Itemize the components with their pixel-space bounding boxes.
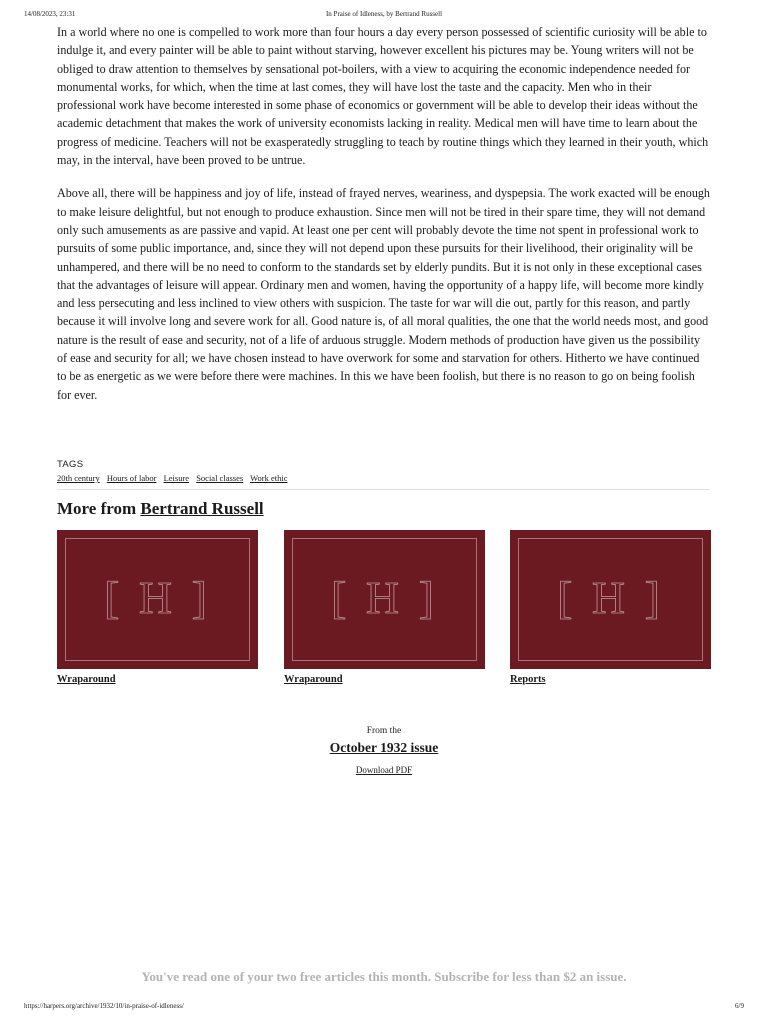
print-url: https://harpers.org/archive/1932/10/in-praise-of-idleness/ [24, 1002, 184, 1010]
tags-label: TAGS [57, 459, 84, 470]
card-label[interactable]: Reports [510, 674, 546, 685]
article-paragraph: In a world where no one is compelled to work more than four hours a day every person possessed of scientific curiosity will be able to indulge it, and every painter will be able to paint without starving, however excellent his pictures may be. Young writers will not be obliged to draw attention to themselves by sensational pot-boilers, with a view to acquiring the economic independence needed for monumental works, for which, when the time at last comes, they will have lost the taste and the capacity. Men who in their professional work have become interested in some phase of economics or government will be able to develop their ideas without the academic detachment that makes the work of university economists lacking in reality. Medical men will have time to learn about the progress of medicine. Teachers will not be exasperatedly struggling to teach by routine things which they learned in their youth, which may, in the interval, have been proved to be untrue. [57, 25, 709, 168]
from-the-label: From the [366, 726, 402, 736]
print-datetime: 14/08/2023, 23:31 [24, 10, 76, 18]
article-body [57, 23, 710, 419]
print-page-title: In Praise of Idleness, by Bertrand Russell [325, 10, 443, 18]
section-divider [57, 489, 710, 490]
card-label[interactable]: Wraparound [284, 674, 343, 685]
tag-link[interactable]: Hours of labor [106, 473, 157, 483]
card-label[interactable]: Wraparound [57, 674, 116, 685]
more-from-heading [57, 499, 264, 519]
more-from-prefix: More from [57, 499, 137, 518]
download-pdf-link[interactable]: Download PDF [355, 765, 413, 775]
issue-info [0, 726, 768, 775]
related-card[interactable] [510, 530, 711, 685]
tag-link[interactable]: Leisure [163, 473, 190, 483]
related-card[interactable] [284, 530, 485, 685]
issue-link[interactable]: October 1932 issue [329, 740, 439, 755]
card-thumbnail[interactable] [510, 530, 711, 669]
harpers-logo-mark: [ H ] [104, 572, 211, 623]
tag-link[interactable]: Work ethic [250, 473, 288, 483]
harpers-logo-mark: [ H ] [331, 572, 438, 623]
print-page-number: 6/9 [735, 1002, 744, 1010]
card-thumbnail[interactable] [284, 530, 485, 669]
related-articles [57, 530, 711, 690]
tag-link[interactable]: 20th century [57, 473, 100, 483]
related-card[interactable] [57, 530, 258, 685]
article-paragraph: Above all, there will be happiness and joy of life, instead of frayed nerves, weariness, and dyspepsia. The work exacted will be enough to make leisure delightful, but not enough to produce exhaustion. Since men will not be tired in their spare time, they will not demand only such amusements as are passive and vapid. At least one per cent will probably devote the time not spent in professional work to pursuits of some public importance, and, since they will not depend upon these pursuits for their livelihood, their originality will be unhampered, and there will be no need to conform to the standards set by elderly pundits. But it is not only in these exceptional cases that the advantages of leisure will appear. Ordinary men and women, having the opportunity of a happy life, will become more kindly and less persecuting and less inclined to view others with suspicion. The taste for war will die out, partly for this reason, and partly because it will involve long and severe work for all. Good nature is, of all moral qualities, the one that the world needs most, and good nature is the result of ease and security, not of a life of arduous struggle. Modern methods of production have given us the possibility of ease and security for all; we have chosen instead to have overwork for some and starvation for others. Hitherto we have continued to be as energetic as we were before there were machines. In this we have been foolish, but there is no reason to go on being foolish for ever. [57, 186, 710, 402]
tags-list [57, 473, 710, 483]
print-header [24, 10, 744, 22]
card-thumbnail[interactable] [57, 530, 258, 669]
print-footer [24, 1002, 744, 1014]
author-link[interactable]: Bertrand Russell [140, 499, 264, 518]
harpers-logo-mark: [ H ] [557, 572, 664, 623]
tags-section [57, 459, 710, 490]
paywall-message[interactable]: You've read one of your two free articles this month. Subscribe for less than $2 an issue. [141, 969, 627, 984]
tag-link[interactable]: Social classes [196, 473, 244, 483]
